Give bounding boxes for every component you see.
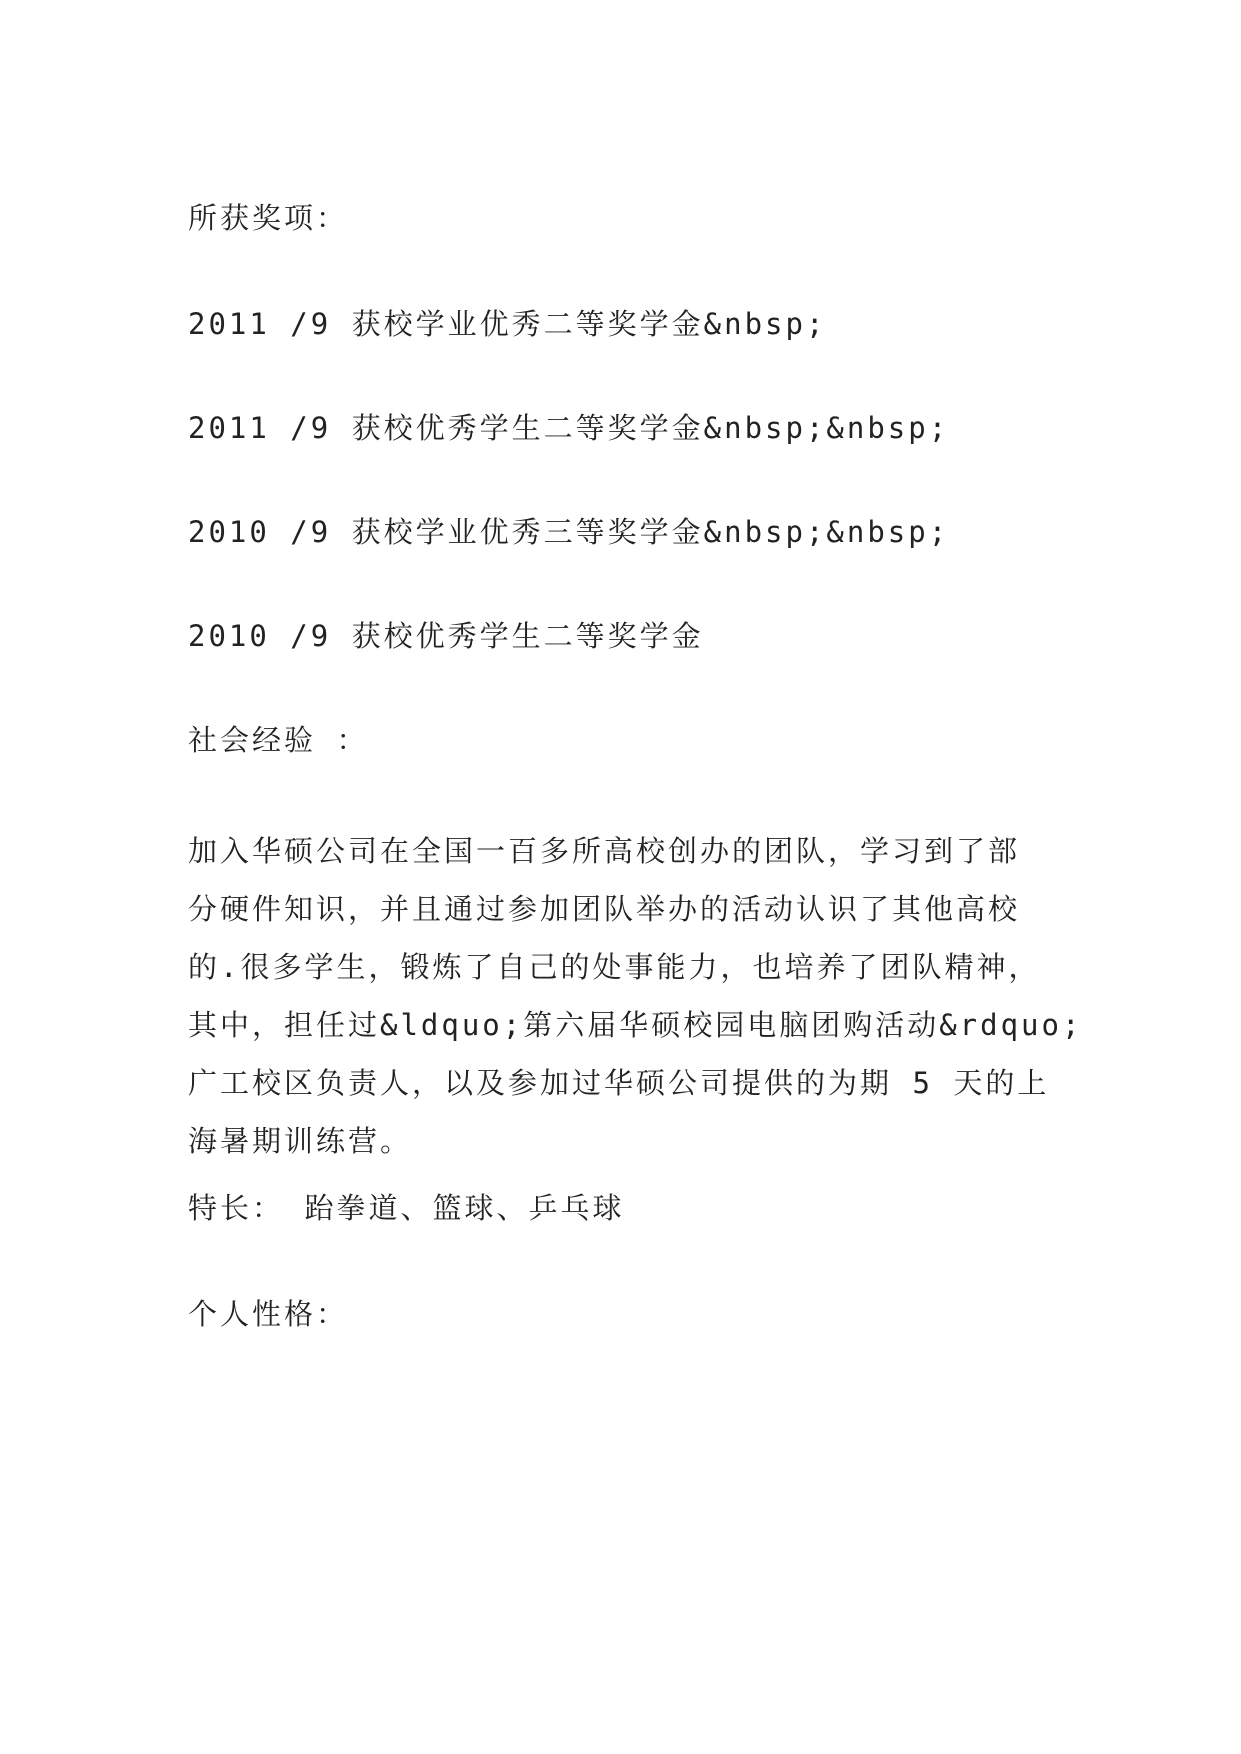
award-item: 2010 /9 获校学业优秀三等奖学金&nbsp;&nbsp; bbox=[188, 515, 950, 549]
experience-heading: 社会经验 ： bbox=[188, 723, 369, 757]
experience-line: 加入华硕公司在全国一百多所高校创办的团队，学习到了部 bbox=[188, 834, 1021, 868]
award-item: 2011 /9 获校优秀学生二等奖学金&nbsp;&nbsp; bbox=[188, 411, 950, 445]
experience-paragraph bbox=[188, 822, 1083, 1170]
experience-line: 分硬件知识，并且通过参加团队举办的活动认识了其他高校 bbox=[188, 892, 1021, 926]
award-item: 2011 /9 获校学业优秀二等奖学金&nbsp; bbox=[188, 307, 827, 341]
personality-heading: 个人性格： bbox=[188, 1297, 349, 1331]
awards-heading: 所获奖项： bbox=[188, 201, 349, 235]
experience-line: 广工校区负责人，以及参加过华硕公司提供的为期 5 天的上 bbox=[188, 1066, 1050, 1100]
experience-line: 海暑期训练营。 bbox=[188, 1124, 413, 1158]
specialty-line: 特长： 跆拳道、篮球、乒乓球 bbox=[188, 1191, 625, 1225]
experience-line: 的.很多学生，锻炼了自己的处事能力，也培养了团队精神， bbox=[188, 950, 1041, 984]
experience-line: 其中，担任过&ldquo;第六届华硕校园电脑团购活动&rdquo; bbox=[188, 1008, 1083, 1042]
award-item: 2010 /9 获校优秀学生二等奖学金 bbox=[188, 619, 704, 653]
